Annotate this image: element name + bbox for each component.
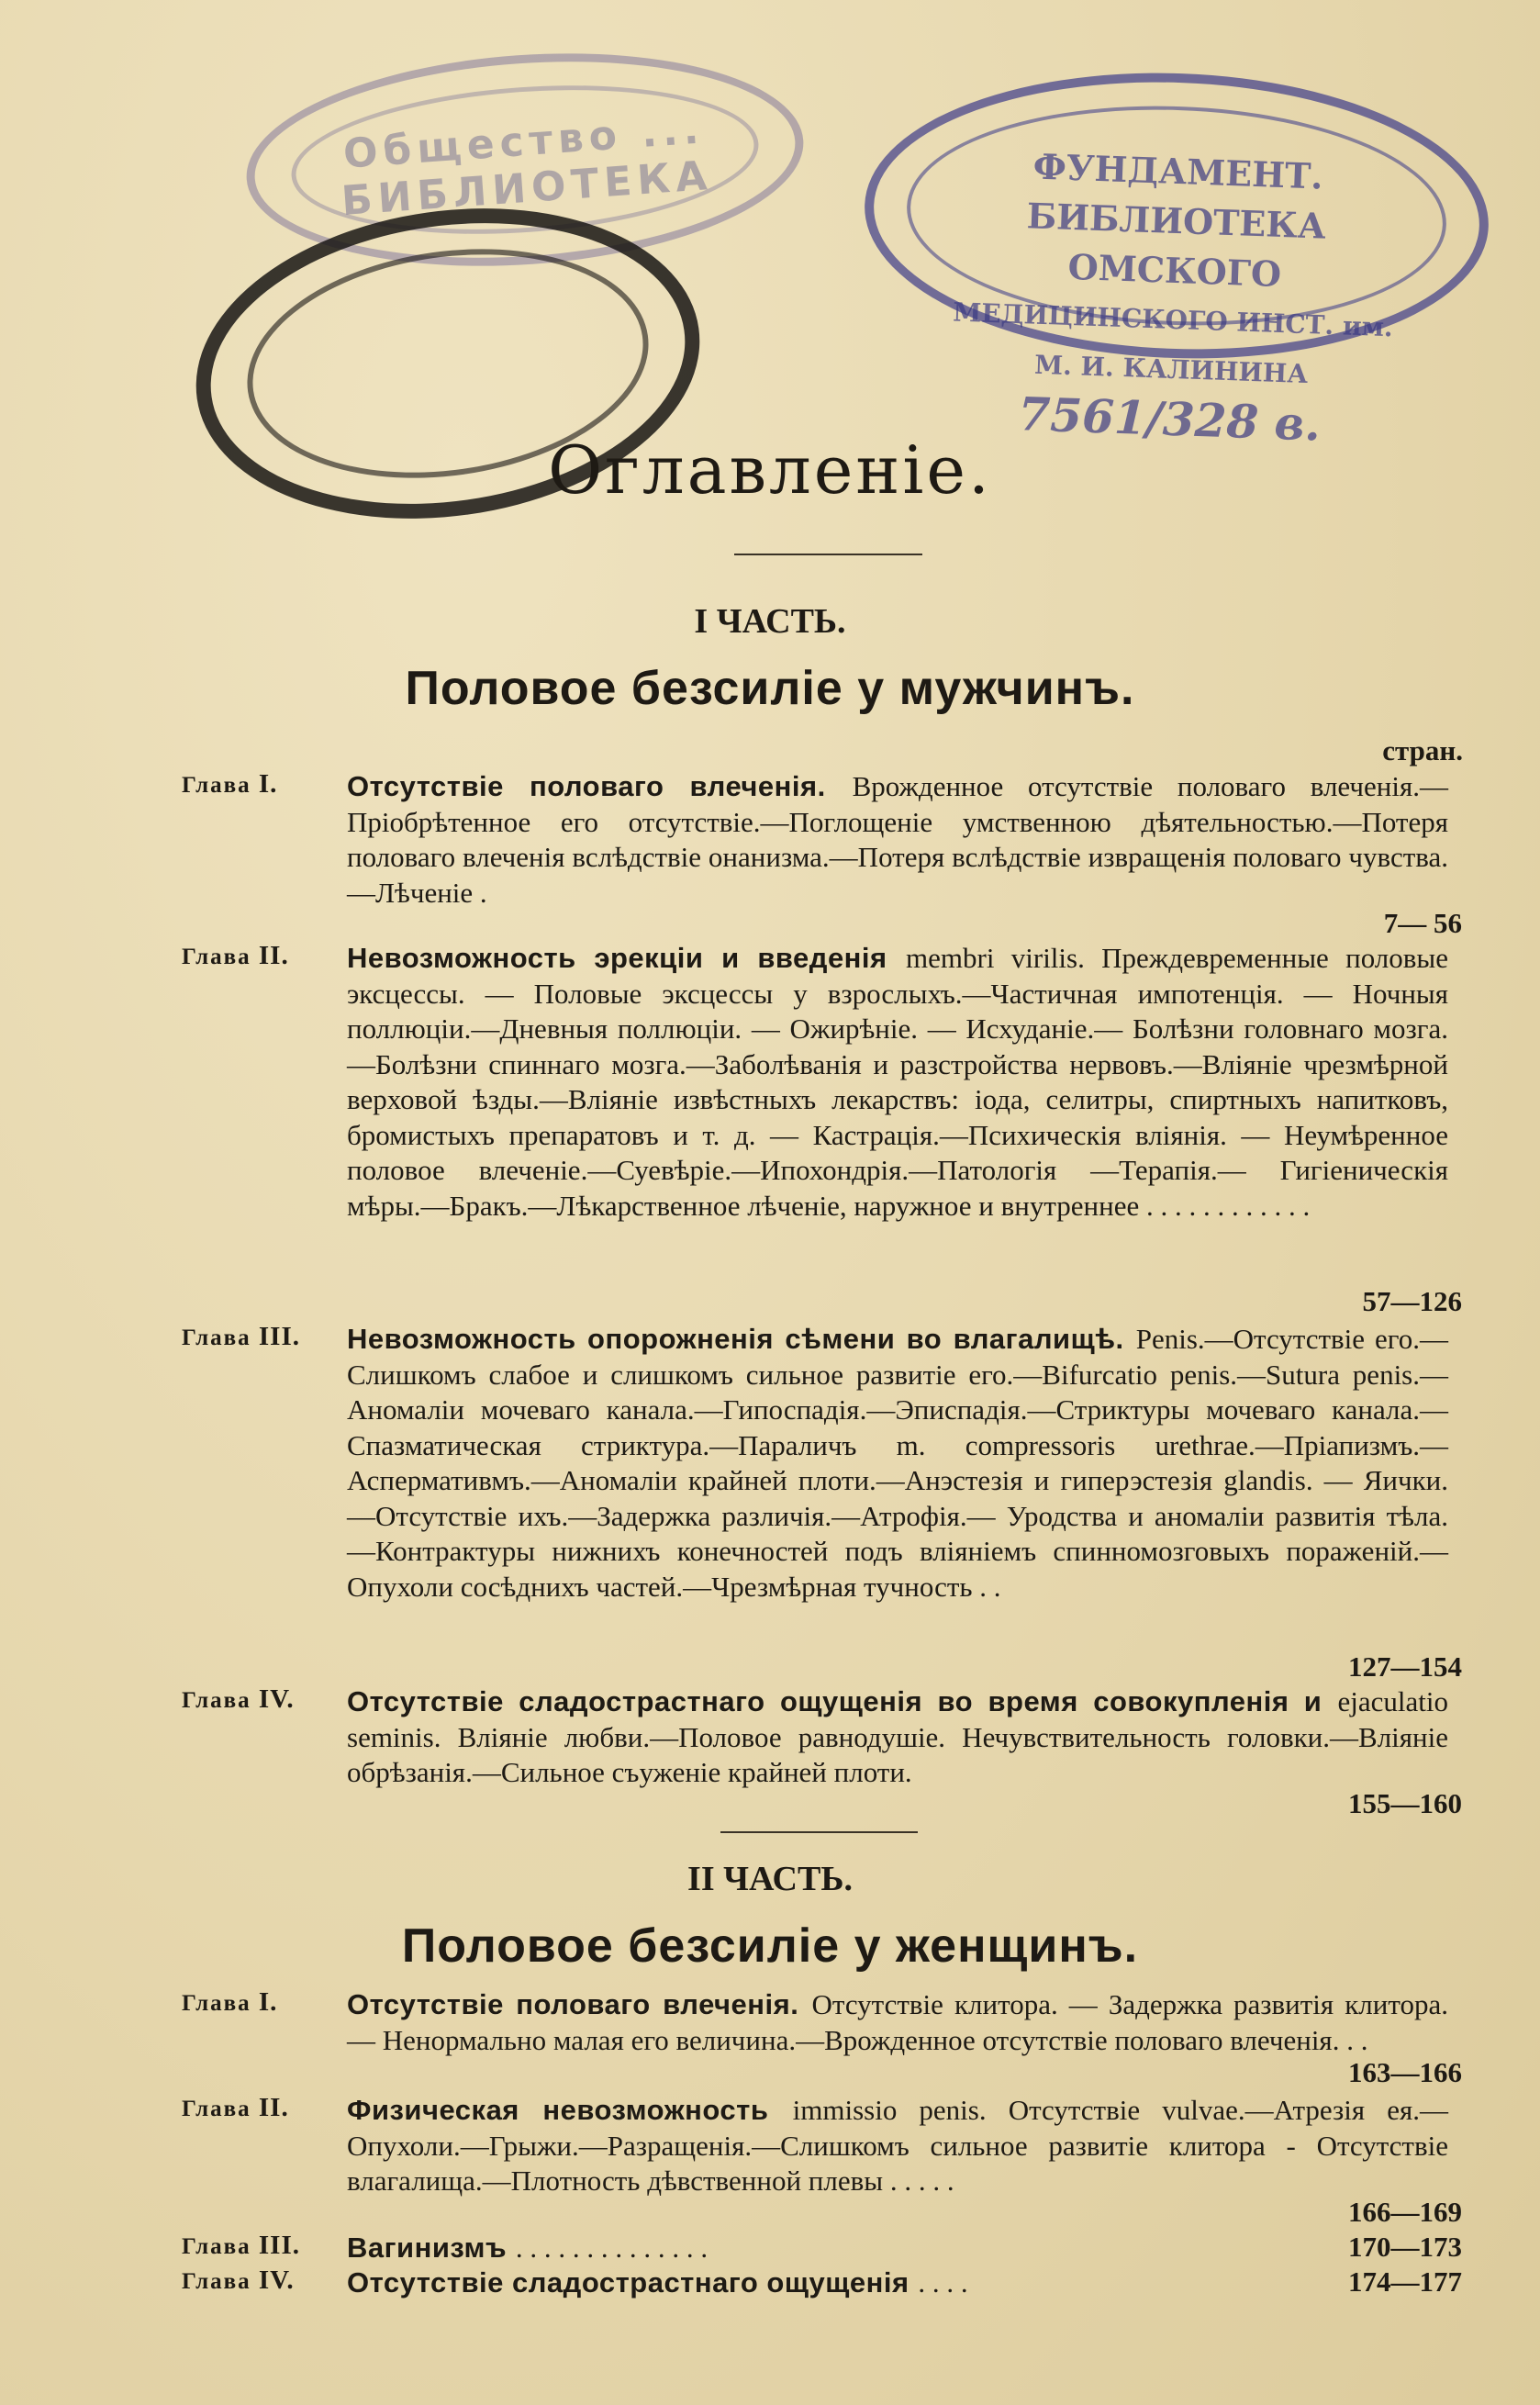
page-range: 7— 56 bbox=[1383, 907, 1462, 939]
stamp-line: ОМСКОГО bbox=[1066, 245, 1282, 296]
chapter-body bbox=[347, 1987, 1448, 2058]
chapter-body bbox=[347, 2093, 1448, 2199]
chapter-text: . . . . bbox=[918, 2266, 968, 2299]
part-label: II ЧАСТЬ. bbox=[687, 1860, 853, 1898]
toc-entry[interactable] bbox=[182, 1322, 1462, 1683]
chapter-text: ejaculatio seminis. Вліяніе любви.—Половое равнодушіе. Нечувствительность головки.—Вліяніе обрѣзанія.—Сильное съуженіе крайней плоти. bbox=[347, 1685, 1448, 1788]
stamp-text: Общество ... БИБЛИОТЕКА bbox=[340, 106, 714, 225]
chapter-body bbox=[347, 941, 1448, 1224]
chapter-body bbox=[347, 769, 1448, 911]
chapter-text: . . . . . . . . . . . . . . bbox=[515, 2232, 709, 2264]
chapter-text: Отсутствіе клитора. — Задержка развитія клитора. — Ненормально малая его величина.—Врожденное отсутствіе половаго влеченія. . . bbox=[347, 1988, 1448, 2056]
chapter-heading: Отсутствіе половаго влеченія. bbox=[347, 770, 826, 802]
chapter-heading: Вагинизмъ bbox=[347, 2232, 508, 2264]
divider bbox=[734, 554, 922, 555]
page-range: 127—154 bbox=[1348, 1650, 1462, 1683]
divider bbox=[720, 1831, 918, 1833]
stamp-line: МЕДИЦИНСКОГО ИНСТ. им. М. И. КАЛИНИНА bbox=[952, 296, 1394, 390]
page-range: 155—160 bbox=[1348, 1787, 1462, 1819]
chapter-text: Penis.—Отсутствіе его.—Слишкомъ слабое и слишкомъ сильное развитіе его.—Bifurcatio penis.—Sutura penis.—Аномаліи мочеваго канала.—Гипоспадія.—Эписпадія.—Стриктуры мочеваго канала.—Спазматическая стриктура.—Параличъ m. compressoris urethrae.—Пріапизмъ.—Аспермативмъ.—Аномаліи крайней плоти.—Анэстезія и гиперэстезія glandis. — Яички.—Отсутствіе ихъ.—Задержка различія.—Атрофія.— Уродства и аномаліи развитія тѣла.—Контрактуры нижнихъ конечностей подъ вліяніемъ спинномозговыхъ пораженій.— Опухоли сосѣднихъ частей.—Чрезмѣрная тучность . . bbox=[347, 1323, 1448, 1603]
chapter-body bbox=[347, 1322, 1448, 1605]
chapter-heading: Невозможность опорожненія сѣмени во влагалищѣ. bbox=[347, 1323, 1124, 1355]
part-title: Половое безсиліе у мужчинъ. bbox=[405, 662, 1135, 715]
chapter-heading: Отсутствіе сладострастнаго ощущенія bbox=[347, 2266, 909, 2299]
stamp-line: ФУНДАМЕНТ. БИБЛИОТЕКА bbox=[1026, 145, 1327, 247]
toc-entry[interactable] bbox=[182, 2093, 1462, 2228]
chapter-text: Врожденное отсутствіе половаго влеченія.—Пріобрѣтенное его отсутствіе.—Поглощеніе умственною дѣятельностью.—Потеря половаго влеченія вслѣдствіе онанизма.—Потеря вслѣдствіе извращенія половаго чувства.—Лѣченіе . bbox=[347, 770, 1448, 909]
chapter-label: Глава II. bbox=[182, 2093, 289, 2122]
chapter-label: Глава I. bbox=[182, 1987, 278, 2017]
chapter-text: immissio penis. Отсутствіе vulvae.—Атрезія ея.—Опухоли.—Грыжи.—Разращенія.—Слишкомъ сильное развитіе клитора - Отсутствіе влагалища.—Плотность дѣвственной плевы . . . . . bbox=[347, 2094, 1448, 2197]
part-label: I ЧАСТЬ. bbox=[694, 602, 846, 641]
page-title: Оглавленіе. bbox=[548, 431, 992, 509]
chapter-body bbox=[347, 2265, 1265, 2301]
stamp-number: 7561/328 в. bbox=[1017, 386, 1322, 452]
chapter-label: Глава IV. bbox=[182, 2265, 295, 2295]
chapter-heading: Физическая невозможность bbox=[347, 2094, 769, 2126]
toc-entry[interactable] bbox=[182, 2265, 1462, 2302]
toc-entry[interactable] bbox=[182, 1987, 1462, 2097]
chapter-heading: Невозможность эрекціи и введенія bbox=[347, 942, 887, 974]
toc-entry[interactable] bbox=[182, 1684, 1462, 1822]
library-stamp-blue bbox=[860, 62, 1493, 452]
chapter-heading: Отсутствіе половаго влеченія. bbox=[347, 1988, 799, 2020]
chapter-label: Глава IV. bbox=[182, 1684, 295, 1714]
chapter-heading: Отсутствіе сладострастнаго ощущенія во время совокупленія и bbox=[347, 1685, 1322, 1717]
chapter-label: Глава I. bbox=[182, 769, 278, 799]
toc-entry[interactable] bbox=[182, 769, 1462, 944]
chapter-text: membri virilis. Преждевременные половые эксцессы. — Половые эксцессы у взрослыхъ.—Частичная импотенція. — Ночныя поллюціи.—Дневныя поллюціи. — Ожирѣніе. — Исхуданіе.— Болѣзни головнаго мозга.—Болѣзни спиннаго мозга.—Заболѣванія и разстройства нервовъ.—Вліяніе чрезмѣрной верховой ѣзды.—Вліяніе извѣстныхъ лекарствъ: іода, селитры, спиртныхъ напитковъ, бромистыхъ препаратовъ и т. д. — Кастрація.—Психическія вліянія. — Неумѣренное половое влеченіе.—Суевѣріе.—Ипохондрія.—Патологія —Терапія.— Гигіеническія мѣры.—Бракъ.—Лѣкарственное лѣченіе, наружное и внутреннее . . . . . . . . . . . . bbox=[347, 942, 1448, 1222]
chapter-body bbox=[347, 2231, 1265, 2266]
chapter-label: Глава III. bbox=[182, 1322, 300, 1351]
stamp-text bbox=[930, 139, 1417, 453]
chapter-body bbox=[347, 1684, 1448, 1791]
pages-column-label: стран. bbox=[1382, 734, 1463, 766]
page-range: 166—169 bbox=[1348, 2196, 1462, 2228]
part-title: Половое безсиліе у женщинъ. bbox=[401, 1919, 1139, 1973]
toc-entry[interactable] bbox=[182, 2231, 1462, 2267]
chapter-label: Глава II. bbox=[182, 941, 289, 970]
page-range: 174—177 bbox=[1348, 2265, 1462, 2298]
page-range: 57—126 bbox=[1362, 1285, 1462, 1317]
toc-entry[interactable] bbox=[182, 941, 1462, 1326]
page-range: 163—166 bbox=[1348, 2056, 1462, 2088]
chapter-label: Глава III. bbox=[182, 2231, 300, 2260]
page-range: 170—173 bbox=[1348, 2231, 1462, 2263]
